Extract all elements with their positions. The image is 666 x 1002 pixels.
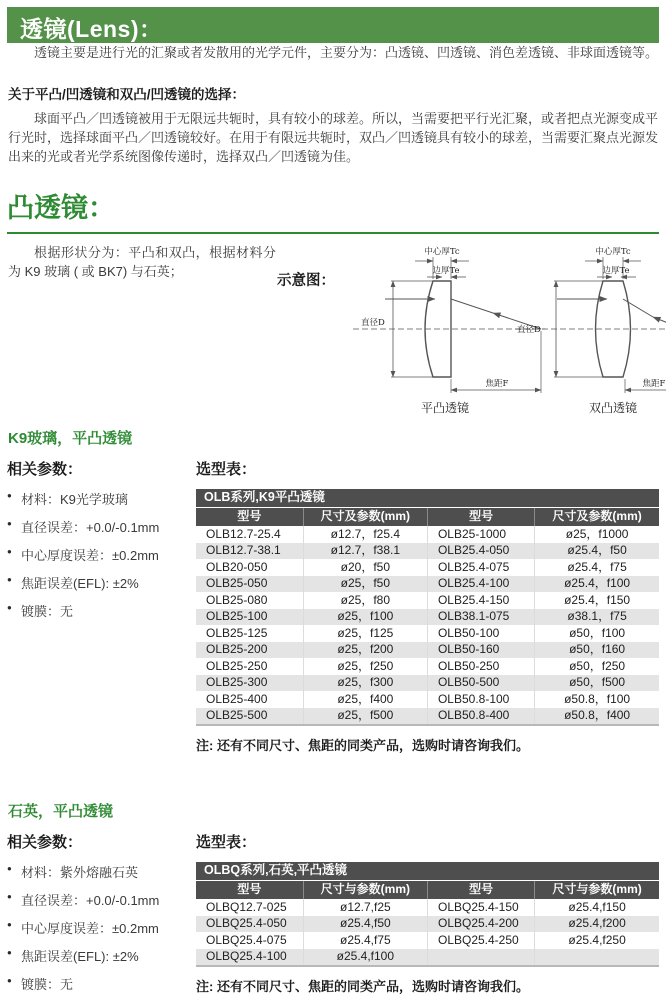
size-cell: ø38.1，f75: [535, 609, 659, 626]
model-cell: OLB20-050: [206, 559, 268, 574]
size-cell: [535, 949, 659, 967]
convex-description: 根据形状分为：平凸和双凸，根据材料分为 K9 玻璃 ( 或 BK7) 与石英；: [8, 245, 276, 279]
param-item: ● 焦距误差(EFL): ±2%: [7, 573, 196, 592]
column-header: 尺寸与参数(mm): [303, 881, 427, 900]
size-cell: ø25.4，f150: [535, 592, 659, 609]
k9-table-title: OLB系列,K9平凸透镜: [196, 489, 659, 508]
param-item: ● 镀膜：无: [7, 601, 196, 620]
size-cell: ø25，f80: [303, 592, 427, 609]
param-item: ● 中心厚度误差：±0.2mm: [7, 545, 196, 564]
size-cell: ø25.4,f150: [535, 899, 659, 916]
selection-paragraph: 球面平凸／凹透镜被用于无限远共轭时，具有较小的球差。所以，当需要把平行光汇聚，或者把点光源变成平行光时，选择球面平凸／凹透镜较好。在用于有限远共轭时，双凸／凹透镜具有较小的球差，当需要汇聚点光源发出来的光或者光学系统图像传递时，选择双凸／凹透镜为佳。: [8, 111, 659, 164]
size-cell: ø25.4,f50: [303, 916, 427, 933]
size-cell: ø25.4,f75: [303, 932, 427, 949]
size-cell: ø50.8，f400: [535, 708, 659, 726]
quartz-params-heading: 相关参数：: [7, 834, 83, 851]
model-cell: OLBQ12.7-025: [206, 899, 287, 914]
label-focal-left: 焦距F: [485, 379, 509, 389]
k9-table-heading: 选型表：: [196, 461, 257, 478]
size-cell: ø25，f300: [303, 675, 427, 692]
table-row: [196, 658, 659, 675]
model-cell: OLB50.8-400: [427, 708, 534, 726]
table-row: [196, 526, 659, 543]
size-cell: ø20，f50: [303, 559, 427, 576]
label-focal-right: 焦距F: [642, 379, 666, 389]
diagram-label: 示意图：: [277, 273, 335, 289]
model-cell: OLBQ25.4-100: [206, 949, 287, 963]
size-cell: ø25.4，f50: [535, 543, 659, 560]
label-edge-thickness-right: 边厚Te: [602, 266, 630, 276]
model-cell: OLB25-500: [206, 708, 268, 722]
size-cell: ø50，f500: [535, 675, 659, 692]
model-cell: OLB38.1-075: [427, 609, 534, 626]
model-cell: OLBQ25.4-200: [427, 916, 534, 933]
model-cell: OLB50.8-100: [427, 691, 534, 708]
size-cell: ø25，f250: [303, 658, 427, 675]
size-cell: ø25.4,f250: [535, 932, 659, 949]
model-cell: OLB12.7-25.4: [206, 526, 281, 541]
model-cell: OLBQ25.4-150: [427, 899, 534, 916]
selection-heading: 关于平凸/凹透镜和双凸/凹透镜的选择：: [8, 87, 246, 102]
intro-paragraph: 透镜主要是进行光的汇聚或者发散用的光学元件，主要分为：凸透镜、凹透镜、消色差透镜、非球面透镜等。: [34, 45, 659, 60]
k9-table-column: [196, 458, 659, 754]
size-cell: ø50，f250: [535, 658, 659, 675]
model-cell: OLB25-400: [206, 691, 268, 706]
quartz-table-body: [196, 899, 659, 966]
table-row: [196, 642, 659, 659]
table-row: [196, 675, 659, 692]
table-row: [196, 559, 659, 576]
table-row: [196, 625, 659, 642]
param-item: ● 镀膜：无: [7, 974, 196, 993]
column-header: 型号: [427, 881, 534, 900]
param-item: ● 材料：紫外熔融石英: [7, 862, 196, 881]
column-header: 型号: [427, 508, 534, 527]
table-row: [196, 932, 659, 949]
k9-params-list: [7, 489, 196, 620]
model-cell: OLB50-250: [427, 658, 534, 675]
k9-params-column: [7, 458, 196, 629]
model-cell: OLBQ25.4-050: [206, 916, 287, 930]
size-cell: ø50，f160: [535, 642, 659, 659]
size-cell: ø25，f50: [303, 576, 427, 593]
quartz-table-note: 注: 还有不同尺寸、焦距的同类产品，选购时请咨询我们。: [196, 979, 529, 994]
table-row: [196, 708, 659, 726]
convex-intro-row: [7, 243, 666, 419]
label-center-thickness-right: 中心厚Tc: [595, 247, 631, 257]
quartz-section: [7, 800, 659, 1002]
quartz-table-columns: [196, 881, 659, 900]
model-cell: [427, 949, 534, 967]
k9-table-note: 注: 还有不同尺寸、焦距的同类产品，选购时请咨询我们。: [196, 738, 529, 753]
model-cell: OLB25.4-075: [427, 559, 534, 576]
k9-table-body: [196, 526, 659, 725]
table-row: [196, 691, 659, 708]
k9-section: [7, 427, 659, 754]
model-cell: OLB25.4-150: [427, 592, 534, 609]
size-cell: ø25，f500: [303, 708, 427, 726]
model-cell: OLB25-300: [206, 675, 268, 689]
k9-section-heading: K9玻璃，平凸透镜: [8, 430, 133, 447]
size-cell: ø25，f400: [303, 691, 427, 708]
param-item: ● 直径误差：+0.0/-0.1mm: [7, 517, 196, 536]
size-cell: ø25，f200: [303, 642, 427, 659]
k9-table-columns: [196, 508, 659, 527]
model-cell: OLB25-050: [206, 576, 268, 590]
table-row: [196, 592, 659, 609]
table-row: [196, 899, 659, 916]
model-cell: OLB25.4-050: [427, 543, 534, 560]
model-cell: OLB25-100: [206, 609, 268, 623]
label-diameter-right: 直径D: [517, 325, 541, 335]
column-header: 尺寸及参数(mm): [303, 508, 427, 527]
column-header: 型号: [196, 881, 303, 900]
quartz-params-list: [7, 862, 196, 993]
table-row: [196, 576, 659, 593]
convex-lens-heading: 凸透镜：: [7, 186, 659, 234]
quartz-selection-table: [196, 862, 659, 967]
label-edge-thickness-left: 边厚Te: [432, 266, 460, 276]
size-cell: ø12.7，f38.1: [303, 543, 427, 560]
size-cell: ø12.7，f25.4: [303, 526, 427, 543]
label-diameter-left: 直径D: [361, 318, 385, 328]
model-cell: OLB50-100: [427, 625, 534, 642]
model-cell: OLB25-1000: [427, 526, 534, 543]
quartz-section-heading: 石英，平凸透镜: [8, 803, 114, 820]
size-cell: ø25，f125: [303, 625, 427, 642]
param-item: ● 材料：K9光学玻璃: [7, 489, 196, 508]
size-cell: ø25，f1000: [535, 526, 659, 543]
label-center-thickness-left: 中心厚Tc: [424, 247, 460, 257]
model-cell: OLB25-125: [206, 625, 268, 640]
page-title-bar: [7, 7, 659, 43]
table-row: [196, 609, 659, 626]
size-cell: ø25.4，f100: [535, 576, 659, 593]
size-cell: ø25.4，f75: [535, 559, 659, 576]
column-header: 尺寸与参数(mm): [535, 881, 659, 900]
plano-convex-caption: 平凸透镜: [420, 401, 470, 415]
model-cell: OLB25.4-100: [427, 576, 534, 593]
param-item: ● 中心厚度误差：±0.2mm: [7, 918, 196, 937]
model-cell: OLB12.7-38.1: [206, 543, 281, 557]
lens-diagram: [345, 243, 666, 419]
table-row: [196, 543, 659, 560]
model-cell: OLB25-250: [206, 658, 268, 673]
model-cell: OLBQ25.4-075: [206, 932, 287, 947]
size-cell: ø50，f100: [535, 625, 659, 642]
column-header: 型号: [196, 508, 303, 527]
size-cell: ø50.8，f100: [535, 691, 659, 708]
model-cell: OLB50-500: [427, 675, 534, 692]
quartz-table-heading: 选型表：: [196, 834, 257, 851]
lens-diagram-svg: [345, 243, 666, 419]
param-item: ● 焦距误差(EFL): ±2%: [7, 946, 196, 965]
k9-params-heading: 相关参数：: [7, 461, 83, 478]
quartz-table-column: [196, 831, 659, 995]
model-cell: OLBQ25.4-250: [427, 932, 534, 949]
k9-selection-table: [196, 489, 659, 726]
page-title: 透镜(Lens)：: [20, 16, 163, 42]
size-cell: ø25.4,f200: [535, 916, 659, 933]
table-row: [196, 949, 659, 967]
size-cell: ø12.7,f25: [303, 899, 427, 916]
model-cell: OLB25-080: [206, 592, 268, 607]
biconvex-caption: 双凸透镜: [588, 401, 638, 415]
size-cell: ø25.4,f100: [303, 949, 427, 967]
column-header: 尺寸及参数(mm): [535, 508, 659, 527]
param-item: ● 直径误差：+0.0/-0.1mm: [7, 890, 196, 909]
quartz-table-title: OLBQ系列,石英,平凸透镜: [196, 862, 659, 881]
model-cell: OLB50-160: [427, 642, 534, 659]
table-row: [196, 916, 659, 933]
size-cell: ø25，f100: [303, 609, 427, 626]
model-cell: OLB25-200: [206, 642, 268, 656]
quartz-params-column: [7, 831, 196, 1002]
